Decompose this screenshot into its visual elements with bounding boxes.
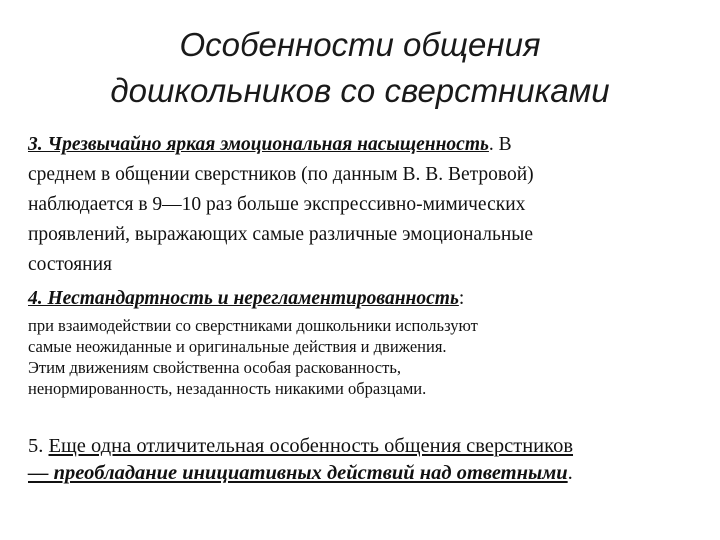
point-4-line: ненормированность, незаданность никакими образцами. xyxy=(28,379,427,398)
point-5-number: 5. xyxy=(28,435,49,457)
point-4-paragraph xyxy=(28,315,700,399)
point-3-paragraph xyxy=(28,130,700,280)
point-3-line: среднем в общении сверстников (по данным В. В. Ветровой) xyxy=(28,164,534,185)
point-5-second-line xyxy=(28,460,700,487)
point-4-heading: 4. Нестандартность и нерегламентированность xyxy=(28,288,459,309)
point-5-line-1: Еще одна отличительная особенность общения сверстников xyxy=(48,435,574,457)
point-4-line: Этим движениям свойственна особая раскованность, xyxy=(28,358,401,377)
slide-title-line-1: Особенности общения xyxy=(179,26,541,63)
point-3-heading-end: . В xyxy=(488,134,512,155)
point-4-heading-end: : xyxy=(458,288,465,309)
point-3-first-line xyxy=(28,130,700,160)
point-5-paragraph xyxy=(28,433,700,487)
point-5-line-end: . xyxy=(567,462,573,484)
slide-title-line-2: дошкольников со сверстниками xyxy=(110,72,610,109)
point-4-line: при взаимодействии со сверстниками дошкольники используют xyxy=(28,316,478,335)
point-5-emphasis: — преобладание инициативных действий над ответными xyxy=(28,462,568,484)
point-3-line: наблюдается в 9—10 раз больше экспрессивно-мимических xyxy=(28,194,526,215)
point-3-line: проявлений, выражающих самые различные эмоциональные xyxy=(28,224,534,245)
point-3-line: состояния xyxy=(28,254,112,275)
point-4-line: самые неожиданные и оригинальные действия и движения. xyxy=(28,337,447,356)
point-3-heading: 3. Чрезвычайно яркая эмоциональная насыщенность xyxy=(28,134,489,155)
point-4-heading-line xyxy=(28,286,700,312)
point-5-first-line xyxy=(28,433,700,460)
